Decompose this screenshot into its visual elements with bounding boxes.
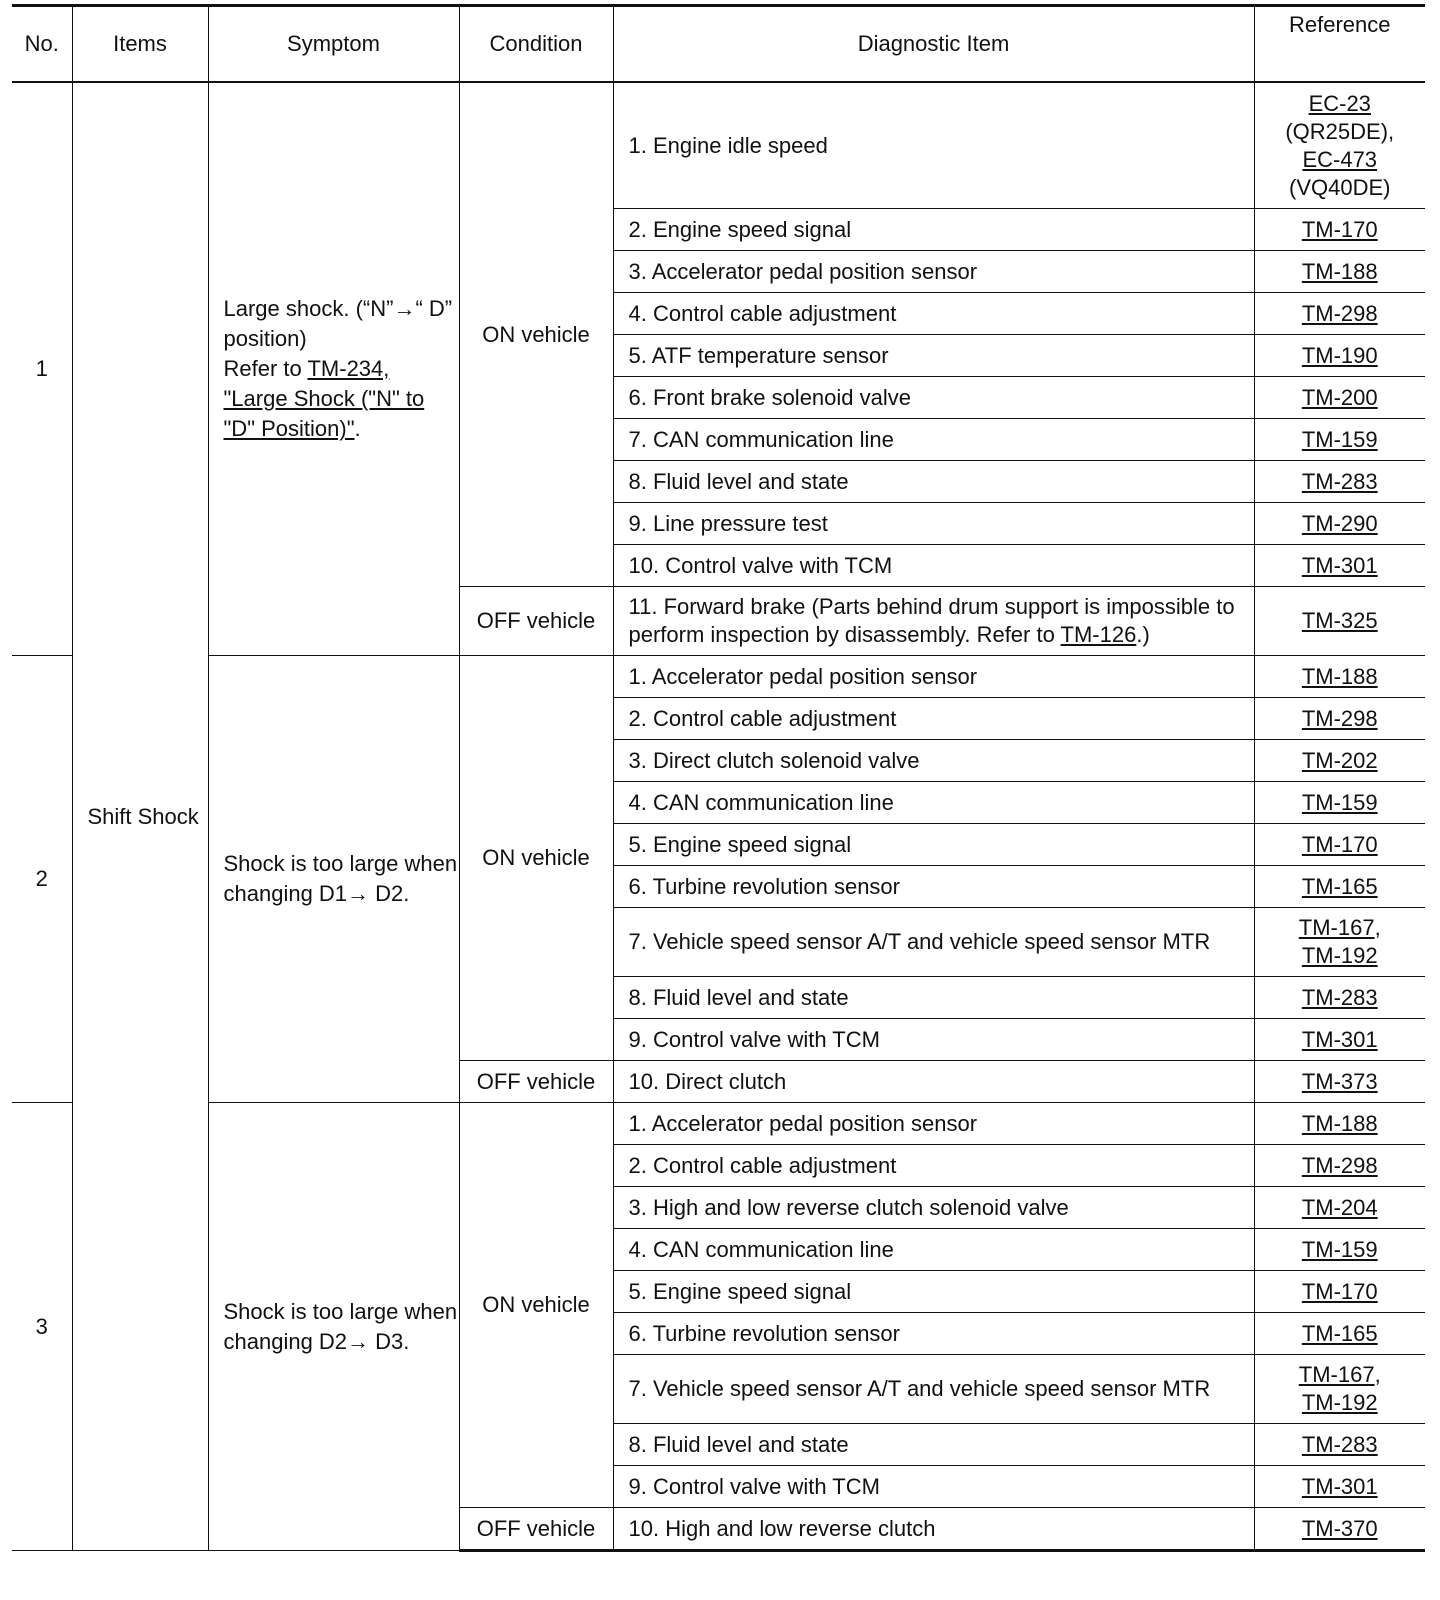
condition-cell: ON vehicle xyxy=(459,656,613,1061)
reference-link[interactable]: TM-170 xyxy=(1301,831,1378,857)
condition-cell: ON vehicle xyxy=(459,82,613,587)
reference-cell xyxy=(1254,419,1425,461)
diagnostic-item: 3. Direct clutch solenoid valve xyxy=(613,740,1254,782)
reference-link[interactable]: TM-165 xyxy=(1301,873,1378,899)
reference-cell xyxy=(1254,251,1425,293)
reference-link[interactable]: EC-473 xyxy=(1302,146,1378,172)
diagnostic-item: 8. Fluid level and state xyxy=(613,1424,1254,1466)
reference-cell xyxy=(1254,1466,1425,1508)
header-diagnostic-item: Diagnostic Item xyxy=(613,6,1254,83)
diagnostic-item: 9. Control valve with TCM xyxy=(613,1019,1254,1061)
reference-cell xyxy=(1254,1271,1425,1313)
reference-link[interactable]: TM-283 xyxy=(1301,984,1378,1010)
reference-link[interactable]: EC-23 xyxy=(1308,90,1371,116)
reference-link[interactable]: TM-188 xyxy=(1301,663,1378,689)
reference-cell xyxy=(1254,1103,1425,1145)
reference-link[interactable]: TM-290 xyxy=(1301,510,1378,536)
reference-link[interactable]: TM-200 xyxy=(1301,384,1378,410)
header-condition: Condition xyxy=(459,6,613,83)
header-items: Items xyxy=(72,6,208,83)
diagnostic-item: 5. ATF temperature sensor xyxy=(613,335,1254,377)
reference-link[interactable]: TM-325 xyxy=(1301,608,1378,633)
reference-link[interactable]: TM-283 xyxy=(1301,468,1378,494)
reference-cell xyxy=(1254,1508,1425,1551)
reference-cell xyxy=(1254,1229,1425,1271)
reference-link[interactable]: TM-167 xyxy=(1298,1362,1375,1387)
reference-cell xyxy=(1254,1061,1425,1103)
reference-link[interactable]: TM-204 xyxy=(1301,1194,1378,1220)
reference-link[interactable]: TM-159 xyxy=(1301,1236,1378,1262)
reference-link[interactable]: TM-301 xyxy=(1301,1026,1378,1052)
diagnostic-item: 4. CAN communication line xyxy=(613,782,1254,824)
header-reference: Reference xyxy=(1254,6,1425,83)
reference-cell xyxy=(1254,1145,1425,1187)
reference-cell: TM-167, TM-192 xyxy=(1254,908,1425,977)
diagnostic-item: 3. Accelerator pedal position sensor xyxy=(613,251,1254,293)
diagnostic-item: 5. Engine speed signal xyxy=(613,824,1254,866)
diagnostic-item: 1. Engine idle speed xyxy=(613,82,1254,209)
header-no: No. xyxy=(12,6,72,83)
reference-cell xyxy=(1254,461,1425,503)
diagnostic-item: 9. Control valve with TCM xyxy=(613,1466,1254,1508)
diagnostic-item: 9. Line pressure test xyxy=(613,503,1254,545)
reference-cell xyxy=(1254,698,1425,740)
reference-cell xyxy=(1254,1424,1425,1466)
diagnostic-item: 11. Forward brake (Parts behind drum support is impossible to perform inspection by disassembly. Refer to TM-126.) xyxy=(613,587,1254,656)
reference-cell xyxy=(1254,824,1425,866)
reference-link[interactable]: TM-202 xyxy=(1301,747,1378,773)
symptom-cell: Shock is too large when changing D1→ D2. xyxy=(208,656,459,1103)
table-body xyxy=(12,82,1425,1551)
reference-cell: EC-23 (QR25DE), EC-473 (VQ40DE) xyxy=(1254,82,1425,209)
reference-link[interactable]: TM-298 xyxy=(1301,1152,1378,1178)
condition-cell: OFF vehicle xyxy=(459,1508,613,1551)
symptom-reference-link[interactable]: TM-234, "Large Shock ("N" to "D" Position)" xyxy=(223,356,425,441)
diagnostic-item: 10. High and low reverse clutch xyxy=(613,1508,1254,1551)
reference-cell xyxy=(1254,866,1425,908)
reference-link[interactable]: TM-188 xyxy=(1301,1110,1378,1136)
condition-cell: OFF vehicle xyxy=(459,587,613,656)
header-symptom: Symptom xyxy=(208,6,459,83)
diagnostic-item: 1. Accelerator pedal position sensor xyxy=(613,656,1254,698)
diagnostic-item: 3. High and low reverse clutch solenoid valve xyxy=(613,1187,1254,1229)
diagnostic-item: 4. CAN communication line xyxy=(613,1229,1254,1271)
reference-link[interactable]: TM-370 xyxy=(1301,1515,1378,1541)
header-row xyxy=(12,6,1425,83)
reference-cell xyxy=(1254,209,1425,251)
reference-link[interactable]: TM-170 xyxy=(1301,216,1378,242)
diagnostic-item: 1. Accelerator pedal position sensor xyxy=(613,1103,1254,1145)
reference-link[interactable]: TM-192 xyxy=(1301,1390,1378,1415)
reference-cell xyxy=(1254,587,1425,656)
condition-cell: ON vehicle xyxy=(459,1103,613,1508)
symptom-cell: Large shock. (“N”→“ D” position) Refer to TM-234, "Large Shock ("N" to "D" Position)". xyxy=(208,82,459,656)
items-label: Shift Shock xyxy=(72,82,208,1551)
diagnostic-item: 2. Control cable adjustment xyxy=(613,698,1254,740)
reference-cell xyxy=(1254,656,1425,698)
diagnostic-item: 7. Vehicle speed sensor A/T and vehicle speed sensor MTR xyxy=(613,1355,1254,1424)
reference-cell xyxy=(1254,1313,1425,1355)
reference-link[interactable]: TM-283 xyxy=(1301,1431,1378,1457)
reference-link[interactable]: TM-165 xyxy=(1301,1320,1378,1346)
diagnostic-item: 5. Engine speed signal xyxy=(613,1271,1254,1313)
reference-link[interactable]: TM-188 xyxy=(1301,258,1378,284)
diagnosis-table xyxy=(12,4,1425,1552)
diagnostic-item: 10. Control valve with TCM xyxy=(613,545,1254,587)
reference-link[interactable]: TM-159 xyxy=(1301,789,1378,815)
reference-link[interactable]: TM-167 xyxy=(1298,915,1375,940)
reference-link[interactable]: TM-298 xyxy=(1301,705,1378,731)
diagnostic-item: 4. Control cable adjustment xyxy=(613,293,1254,335)
row-number: 3 xyxy=(12,1103,72,1551)
reference-link[interactable]: TM-301 xyxy=(1301,1473,1378,1499)
reference-cell xyxy=(1254,335,1425,377)
row-number: 2 xyxy=(12,656,72,1103)
diagnostic-item: 6. Turbine revolution sensor xyxy=(613,866,1254,908)
reference-cell xyxy=(1254,1187,1425,1229)
reference-link[interactable]: TM-298 xyxy=(1301,300,1378,326)
diagnostic-item: 6. Turbine revolution sensor xyxy=(613,1313,1254,1355)
diagnostic-item: 6. Front brake solenoid valve xyxy=(613,377,1254,419)
reference-link[interactable]: TM-192 xyxy=(1301,943,1378,968)
condition-cell: OFF vehicle xyxy=(459,1061,613,1103)
reference-link[interactable]: TM-159 xyxy=(1301,426,1378,452)
diagnostic-item: 7. CAN communication line xyxy=(613,419,1254,461)
reference-cell xyxy=(1254,740,1425,782)
reference-cell xyxy=(1254,782,1425,824)
diagnostic-item: 8. Fluid level and state xyxy=(613,977,1254,1019)
reference-link[interactable]: TM-373 xyxy=(1301,1068,1378,1094)
reference-cell xyxy=(1254,1019,1425,1061)
reference-cell xyxy=(1254,293,1425,335)
reference-link[interactable]: TM-301 xyxy=(1301,552,1378,578)
diagnostic-item: 2. Control cable adjustment xyxy=(613,1145,1254,1187)
inline-reference-link[interactable]: TM-126 xyxy=(1060,622,1137,647)
reference-cell xyxy=(1254,503,1425,545)
diagnostic-item: 8. Fluid level and state xyxy=(613,461,1254,503)
reference-cell xyxy=(1254,545,1425,587)
diagnostic-item: 7. Vehicle speed sensor A/T and vehicle speed sensor MTR xyxy=(613,908,1254,977)
diagnostic-item: 10. Direct clutch xyxy=(613,1061,1254,1103)
table-row xyxy=(12,1103,1425,1145)
reference-link[interactable]: TM-170 xyxy=(1301,1278,1378,1304)
table-row xyxy=(12,656,1425,698)
reference-cell xyxy=(1254,977,1425,1019)
table-row xyxy=(12,82,1425,209)
reference-cell: TM-167, TM-192 xyxy=(1254,1355,1425,1424)
reference-cell xyxy=(1254,377,1425,419)
reference-link[interactable]: TM-190 xyxy=(1301,342,1378,368)
symptom-cell: Shock is too large when changing D2→ D3. xyxy=(208,1103,459,1551)
diagnostic-item: 2. Engine speed signal xyxy=(613,209,1254,251)
row-number: 1 xyxy=(12,82,72,656)
